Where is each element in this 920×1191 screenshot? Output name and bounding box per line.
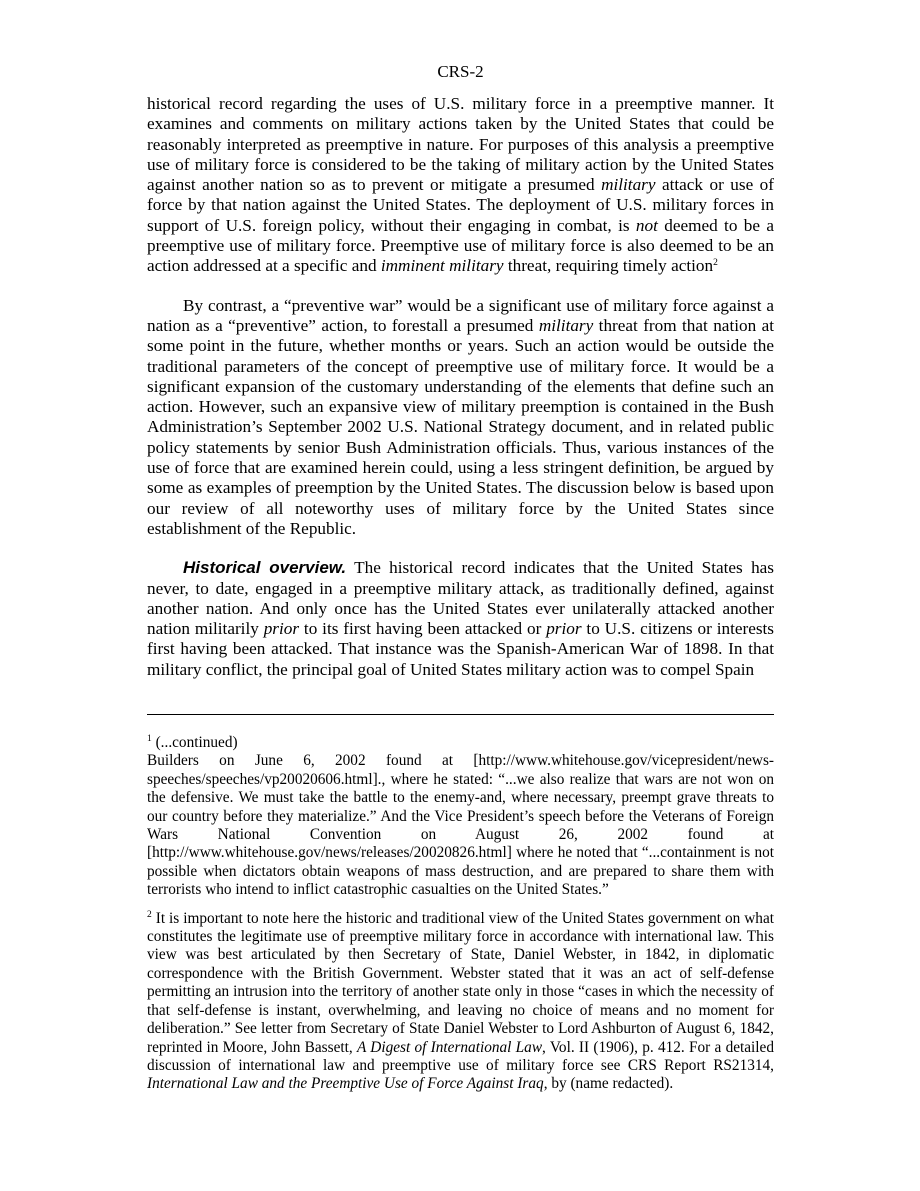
emphasis: military (601, 175, 656, 195)
continued-label: (...continued) (151, 734, 238, 751)
text-run: The historical record indicates that the United States has never, to date, engaged in a preemptive military attack, as traditionally defined, against another nation. And only once has the United States ever unilaterally attacked another nation militarily (147, 558, 774, 639)
text-run: deemed to be a preemptive use of military force. Preemptive use of military force is also deemed to be an action addressed at a specific and (147, 215, 774, 276)
footnote-text: Builders on June 6, 2002 found at [http://www.whitehouse.gov/vicepresident/news-speeches/speeches/vp20020606.html]., where he stated: “...we also realize that wars are not won on the defensive. We must take the battle to the enemy-and, where necessary, preempt grave threats to our country before they materialize.” And the Vice President’s speech before the Veterans of Foreign Wars National Convention on August 26, 2002 found at [http://www.whitehouse.gov/news/releases/20020826.html] where he noted that “...containment is not possible when dictators obtain weapons of mass destruction, and are prepared to share them with terrorists who intend to inflict catastrophic casualties on the United States.” (147, 752, 774, 899)
body-text (147, 94, 774, 699)
emphasis: military (538, 315, 594, 335)
emphasis: A Digest of International Law (356, 1038, 543, 1056)
text-run: to its first having been attacked or (299, 619, 547, 639)
emphasis: not (635, 215, 658, 235)
footnote-text: It is important to note here the historic and traditional view of the United States government on what constitutes the legitimate use of preemptive military force in accordance with international law. This view was best articulated by then Secretary of State, Daniel Webster, in 1842, in diplomatic correspondence with the British Government. Webster stated that it was an act of self-defense permitting an intrusion into the territory of another state only in those “cases in which the necessity of that self-defense is instant, overwhelming, and leaving no choice of means and no moment for deliberation.” See letter from Secretary of State Daniel Webster to Lord Ashburton of August 6, 1842, reprinted in Moore, John Bassett, (147, 909, 774, 1056)
emphasis: International Law and the Preemptive Use of Force Against Iraq (147, 1075, 544, 1093)
run-in-heading: Historical overview. (183, 558, 347, 578)
emphasis: imminent military (380, 256, 504, 276)
footnote-text: , Vol. II (1906), p. 412. For a detailed discussion of international law and preemptive use of military force see CRS Report RS21314, (147, 1038, 774, 1074)
paragraph (147, 296, 774, 540)
footnote-number: 2 (147, 909, 152, 920)
text-run: attack or use of force by that nation against the United States. The deployment of U.S. military forces in support of U.S. foreign policy, without their engaging in combat, is (147, 175, 774, 235)
paragraph (147, 558, 774, 680)
page-header: CRS-2 (437, 62, 484, 81)
footnotes (147, 734, 774, 1104)
emphasis: prior (263, 619, 300, 639)
footnote (147, 910, 774, 1094)
footnote (147, 734, 774, 900)
text-run: threat from that nation at some point in the future, whether months or years. Such an action would be outside the traditional parameters of the concept of preemptive use of military force. It would be a significant expansion of the customary understanding of the elements that define such an action. However, such an expansive view of military preemption is contained in the Bush Administration’s September 2002 U.S. National Strategy document, and in related public policy statements by senior Bush Administration officials. Thus, various instances of the use of force that are examined herein could, using a less stringent definition, be argued by some as examples of preemption by the United States. The discussion below is based upon our review of all noteworthy uses of military force by the United States since establishment of the Republic. (147, 315, 774, 538)
footnote-number: 1 (147, 734, 152, 744)
footnote-reference[interactable]: 2 (713, 258, 718, 269)
text-run: By contrast, a “preventive war” would be a significant use of military force against a nation as a “preventive” action, to forestall a presumed (147, 295, 774, 335)
footnote-text: , by (name redacted). (543, 1075, 674, 1093)
text-run: threat, requiring timely action (503, 256, 714, 276)
text-run: to U.S. citizens or interests first having been attacked. That instance was the Spanish-American War of 1898. In that military conflict, the principal goal of United States military action was to compel Spain (147, 619, 774, 679)
emphasis: prior (546, 619, 582, 639)
footnote-separator (147, 714, 774, 715)
text-run: historical record regarding the uses of U.S. military force in a preemptive manner. It examines and comments on military actions taken by the United States that could be reasonably interpreted as preemptive in nature. For purposes of this analysis a preemptive use of military force is considered to be the taking of military action by the United States against another nation so as to prevent or mitigate a presumed (147, 94, 774, 195)
paragraph (147, 94, 774, 277)
